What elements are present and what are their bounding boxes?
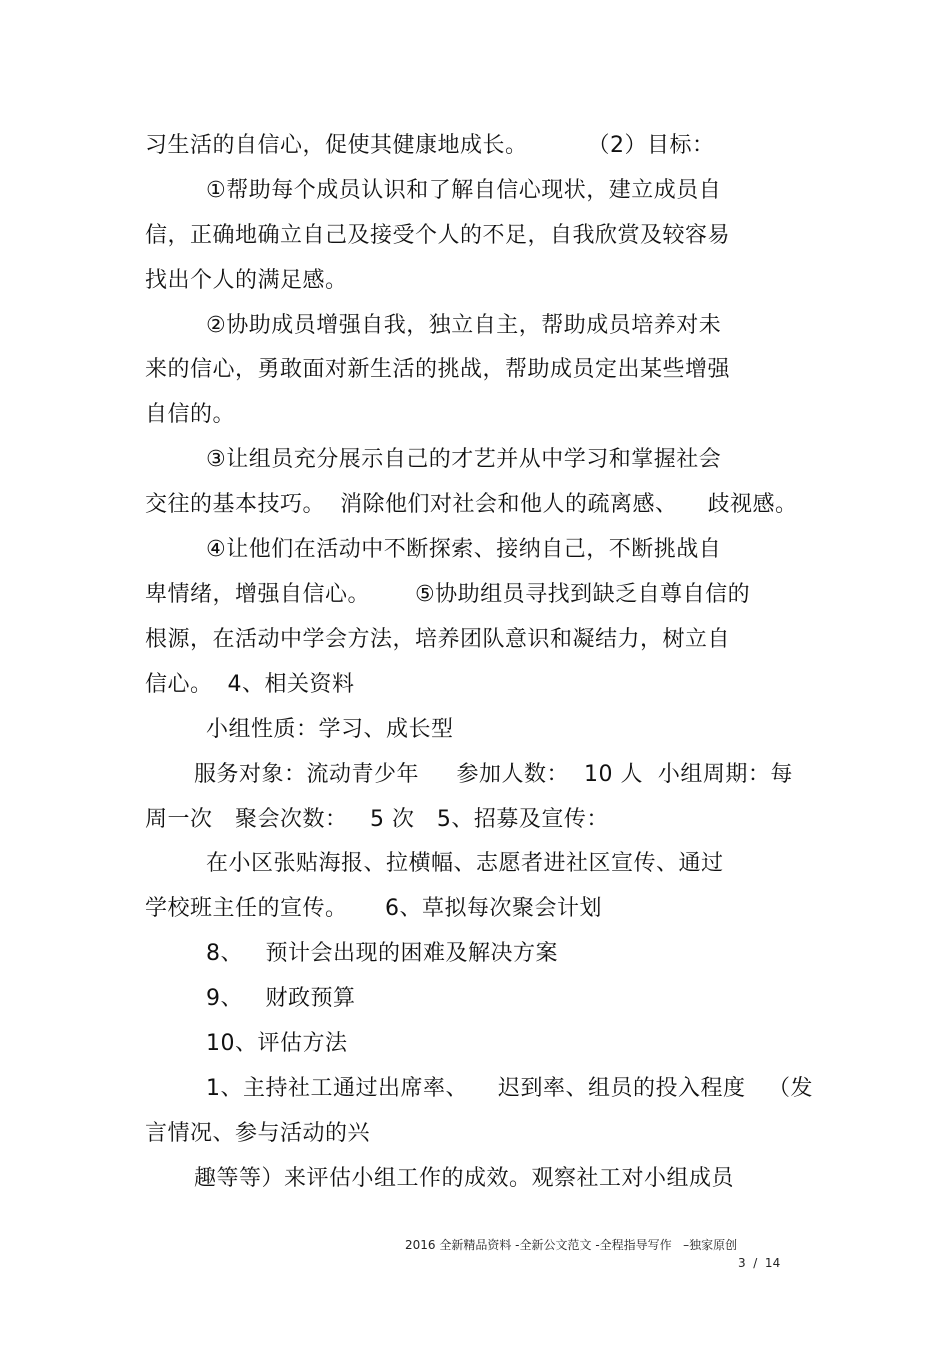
text-line: 信心。 4、相关资料 (145, 672, 355, 697)
text-line: 言情况、参与活动的兴 (145, 1121, 371, 1146)
text-line: 来的信心，勇敢面对新生活的挑战，帮助成员定出某些增强 (145, 357, 731, 382)
text-line: 卑情绪，增强自信心。 ⑤协助组员寻找到缺乏自尊自信的 (145, 582, 751, 607)
text-line: 小组性质：学习、成长型 (206, 717, 454, 742)
text-line: ④让他们在活动中不断探索、接纳自己，不断挑战自 (206, 537, 722, 562)
text-line: 9、 财政预算 (206, 986, 356, 1011)
text-line: 在小区张贴海报、拉横幅、志愿者进社区宣传、通过 (206, 851, 724, 876)
text-line: 10、评估方法 (206, 1031, 348, 1056)
text-line: 学校班主任的宣传。 6、草拟每次聚会计划 (145, 896, 602, 921)
text-line: 习生活的自信心，促使其健康地成长。 （2）目标： (145, 133, 715, 158)
text-line: 8、 预计会出现的困难及解决方案 (206, 941, 558, 966)
footer-source-text: 2016 全新精品资料 -全新公文范文 -全程指导写作 –独家原创 (405, 1238, 738, 1252)
text-line: ①帮助每个成员认识和了解自信心现状，建立成员自 (206, 178, 722, 203)
text-line: 趣等等）来评估小组工作的成效。观察社工对小组成员 (194, 1166, 735, 1191)
text-line: 根源，在活动中学会方法，培养团队意识和凝结力，树立自 (145, 627, 731, 652)
page-number: 3 / 14 (738, 1256, 781, 1270)
text-line: 自信的。 (145, 402, 236, 427)
text-line: 周一次 聚会次数： 5 次 5、招募及宣传： (145, 807, 609, 832)
text-line: 服务对象：流动青少年 参加人数： 10 人 小组周期：每 (194, 762, 793, 787)
text-line: ③让组员充分展示自己的才艺并从中学习和掌握社会 (206, 447, 722, 472)
text-line: 找出个人的满足感。 (145, 268, 348, 293)
text-line: 交往的基本技巧。 消除他们对社会和他人的疏离感、 歧视感。 (145, 492, 798, 517)
text-line: 信，正确地确立自己及接受个人的不足，自我欣赏及较容易 (145, 223, 731, 248)
text-line: 1、主持社工通过出席率、 迟到率、组员的投入程度 （发 (206, 1076, 813, 1101)
text-line: ②协助成员增强自我，独立自主，帮助成员培养对未 (206, 313, 722, 338)
